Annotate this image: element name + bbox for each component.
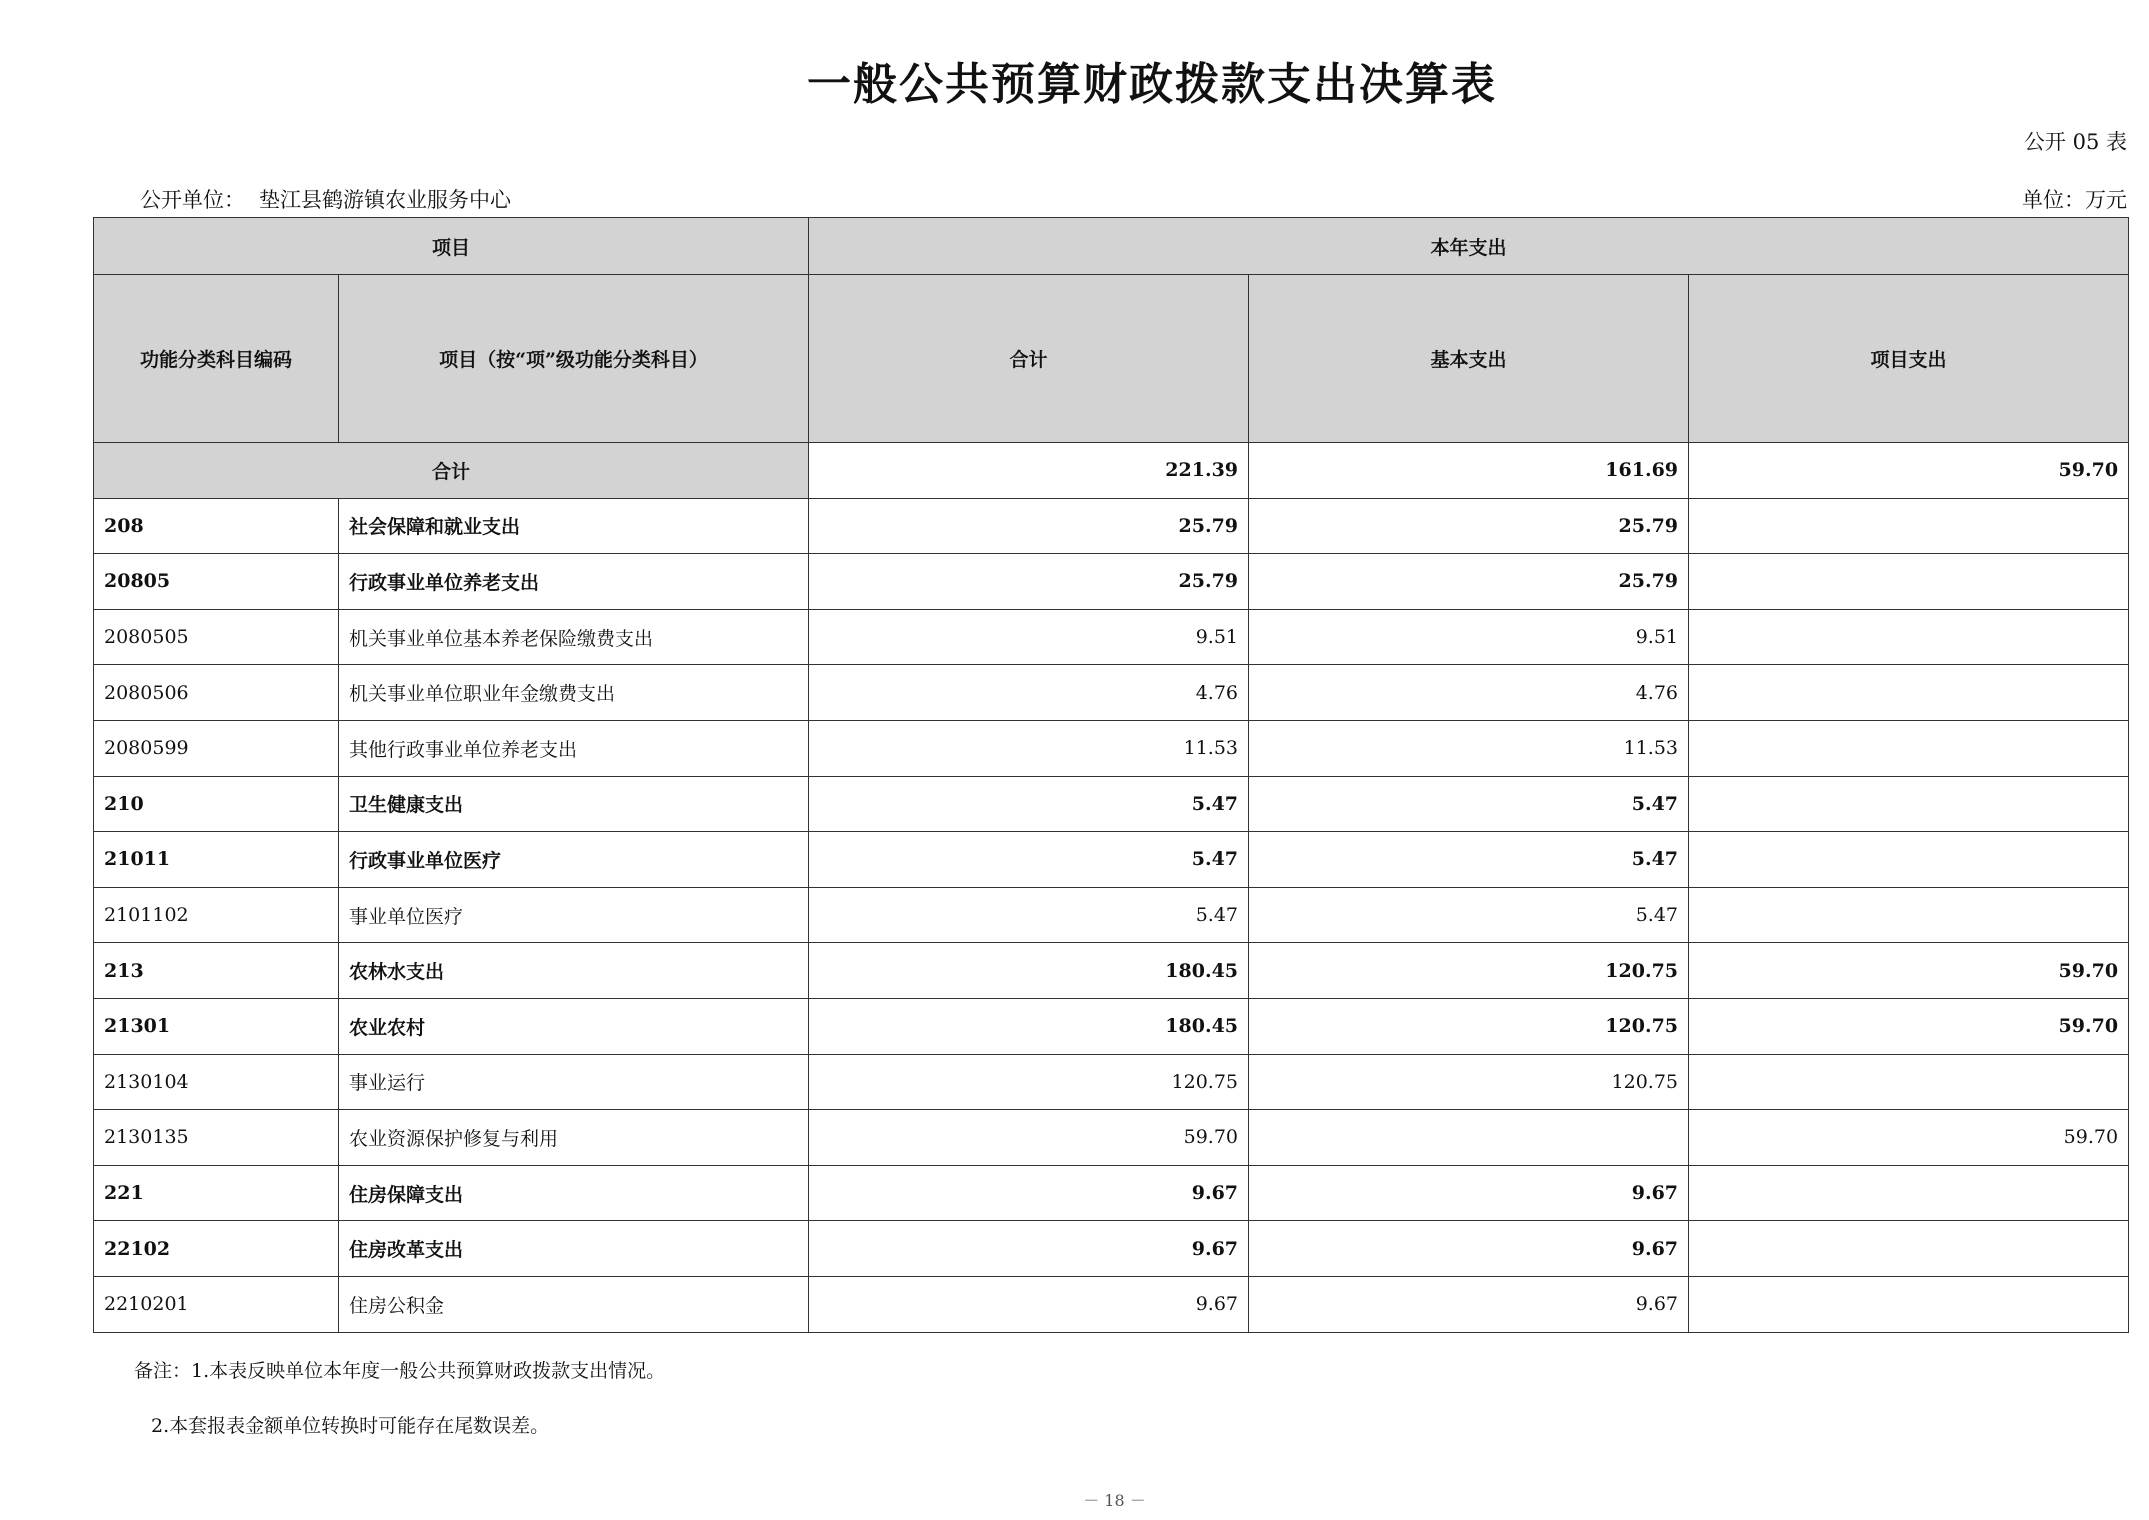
row-basic: 9.51	[1249, 609, 1689, 665]
page-number: － 18 －	[1083, 1491, 1146, 1510]
table-row	[94, 998, 2129, 1054]
table-row	[94, 943, 2129, 999]
row-code: 22102	[94, 1221, 339, 1277]
row-total: 9.67	[809, 1276, 1249, 1332]
row-code: 2210201	[94, 1276, 339, 1332]
row-basic: 9.67	[1249, 1165, 1689, 1221]
row-basic: 11.53	[1249, 720, 1689, 776]
row-name: 行政事业单位养老支出	[339, 554, 809, 610]
row-project	[1689, 554, 2129, 610]
row-basic: 5.47	[1249, 832, 1689, 888]
row-name: 事业运行	[339, 1054, 809, 1110]
table-row	[94, 554, 2129, 610]
table-row	[94, 1054, 2129, 1110]
row-total: 9.51	[809, 609, 1249, 665]
row-total: 25.79	[809, 554, 1249, 610]
header-basic: 基本支出	[1249, 275, 1689, 443]
row-basic: 120.75	[1249, 943, 1689, 999]
row-name: 住房改革支出	[339, 1221, 809, 1277]
row-code: 210	[94, 776, 339, 832]
expenditure-table	[93, 217, 2129, 1333]
header-project: 项目支出	[1689, 275, 2129, 443]
table-row	[94, 887, 2129, 943]
row-total: 180.45	[809, 943, 1249, 999]
row-name: 卫生健康支出	[339, 776, 809, 832]
header-name: 项目（按“项”级功能分类科目）	[339, 275, 809, 443]
row-total: 11.53	[809, 720, 1249, 776]
table-row	[94, 1110, 2129, 1166]
row-name: 机关事业单位职业年金缴费支出	[339, 665, 809, 721]
row-name: 事业单位医疗	[339, 887, 809, 943]
total-row	[94, 443, 2129, 499]
row-basic: 25.79	[1249, 554, 1689, 610]
table-row	[94, 1165, 2129, 1221]
row-project	[1689, 832, 2129, 888]
table-row	[94, 665, 2129, 721]
row-project	[1689, 1276, 2129, 1332]
row-name: 农业资源保护修复与利用	[339, 1110, 809, 1166]
table-row	[94, 1276, 2129, 1332]
row-project	[1689, 1054, 2129, 1110]
row-code: 2130104	[94, 1054, 339, 1110]
row-code: 20805	[94, 554, 339, 610]
table-row	[94, 1221, 2129, 1277]
row-name: 机关事业单位基本养老保险缴费支出	[339, 609, 809, 665]
row-project: 59.70	[1689, 943, 2129, 999]
row-code: 208	[94, 498, 339, 554]
row-name: 农林水支出	[339, 943, 809, 999]
table-row	[94, 832, 2129, 888]
row-basic: 5.47	[1249, 887, 1689, 943]
header-item: 项目	[94, 218, 809, 275]
row-total: 9.67	[809, 1221, 1249, 1277]
unit-line	[93, 184, 2127, 214]
table-row	[94, 498, 2129, 554]
total-sum: 221.39	[809, 443, 1249, 499]
table-row	[94, 720, 2129, 776]
header-total: 合计	[809, 275, 1249, 443]
row-code: 21011	[94, 832, 339, 888]
row-total: 5.47	[809, 887, 1249, 943]
row-code: 2080506	[94, 665, 339, 721]
row-project	[1689, 665, 2129, 721]
row-name: 社会保障和就业支出	[339, 498, 809, 554]
row-basic: 120.75	[1249, 998, 1689, 1054]
total-project: 59.70	[1689, 443, 2129, 499]
row-project	[1689, 1165, 2129, 1221]
row-code: 2080505	[94, 609, 339, 665]
note-1: 备注：1.本表反映单位本年度一般公共预算财政拨款支出情况。	[134, 1360, 666, 1382]
row-code: 221	[94, 1165, 339, 1221]
row-project	[1689, 609, 2129, 665]
row-basic: 9.67	[1249, 1276, 1689, 1332]
row-code: 21301	[94, 998, 339, 1054]
row-total: 59.70	[809, 1110, 1249, 1166]
row-basic	[1249, 1110, 1689, 1166]
row-name: 住房保障支出	[339, 1165, 809, 1221]
row-code: 213	[94, 943, 339, 999]
row-code: 2130135	[94, 1110, 339, 1166]
header-current-year: 本年支出	[809, 218, 2129, 275]
table-number: 公开 05 表	[2023, 130, 2127, 154]
row-basic: 25.79	[1249, 498, 1689, 554]
row-total: 120.75	[809, 1054, 1249, 1110]
row-total: 5.47	[809, 832, 1249, 888]
row-project	[1689, 1221, 2129, 1277]
row-name: 农业农村	[339, 998, 809, 1054]
row-basic: 4.76	[1249, 665, 1689, 721]
row-project: 59.70	[1689, 1110, 2129, 1166]
row-total: 4.76	[809, 665, 1249, 721]
note-2: 2.本套报表金额单位转换时可能存在尾数误差。	[151, 1415, 550, 1437]
row-name: 行政事业单位医疗	[339, 832, 809, 888]
row-basic: 9.67	[1249, 1221, 1689, 1277]
table-row	[94, 776, 2129, 832]
row-project	[1689, 776, 2129, 832]
row-total: 25.79	[809, 498, 1249, 554]
row-project	[1689, 720, 2129, 776]
page-title: 一般公共预算财政拨款支出决算表	[807, 59, 1497, 110]
total-label: 合计	[94, 443, 809, 499]
total-basic: 161.69	[1249, 443, 1689, 499]
row-code: 2080599	[94, 720, 339, 776]
row-total: 180.45	[809, 998, 1249, 1054]
row-basic: 120.75	[1249, 1054, 1689, 1110]
row-code: 2101102	[94, 887, 339, 943]
org-name: 垫江县鹤游镇农业服务中心	[259, 188, 511, 212]
row-basic: 5.47	[1249, 776, 1689, 832]
row-name: 住房公积金	[339, 1276, 809, 1332]
org-label: 公开单位：	[140, 188, 245, 212]
row-project: 59.70	[1689, 998, 2129, 1054]
header-code: 功能分类科目编码	[94, 275, 339, 443]
row-total: 5.47	[809, 776, 1249, 832]
row-project	[1689, 498, 2129, 554]
row-total: 9.67	[809, 1165, 1249, 1221]
table-row	[94, 609, 2129, 665]
row-project	[1689, 887, 2129, 943]
row-name: 其他行政事业单位养老支出	[339, 720, 809, 776]
unit-label: 单位：万元	[2022, 188, 2127, 212]
